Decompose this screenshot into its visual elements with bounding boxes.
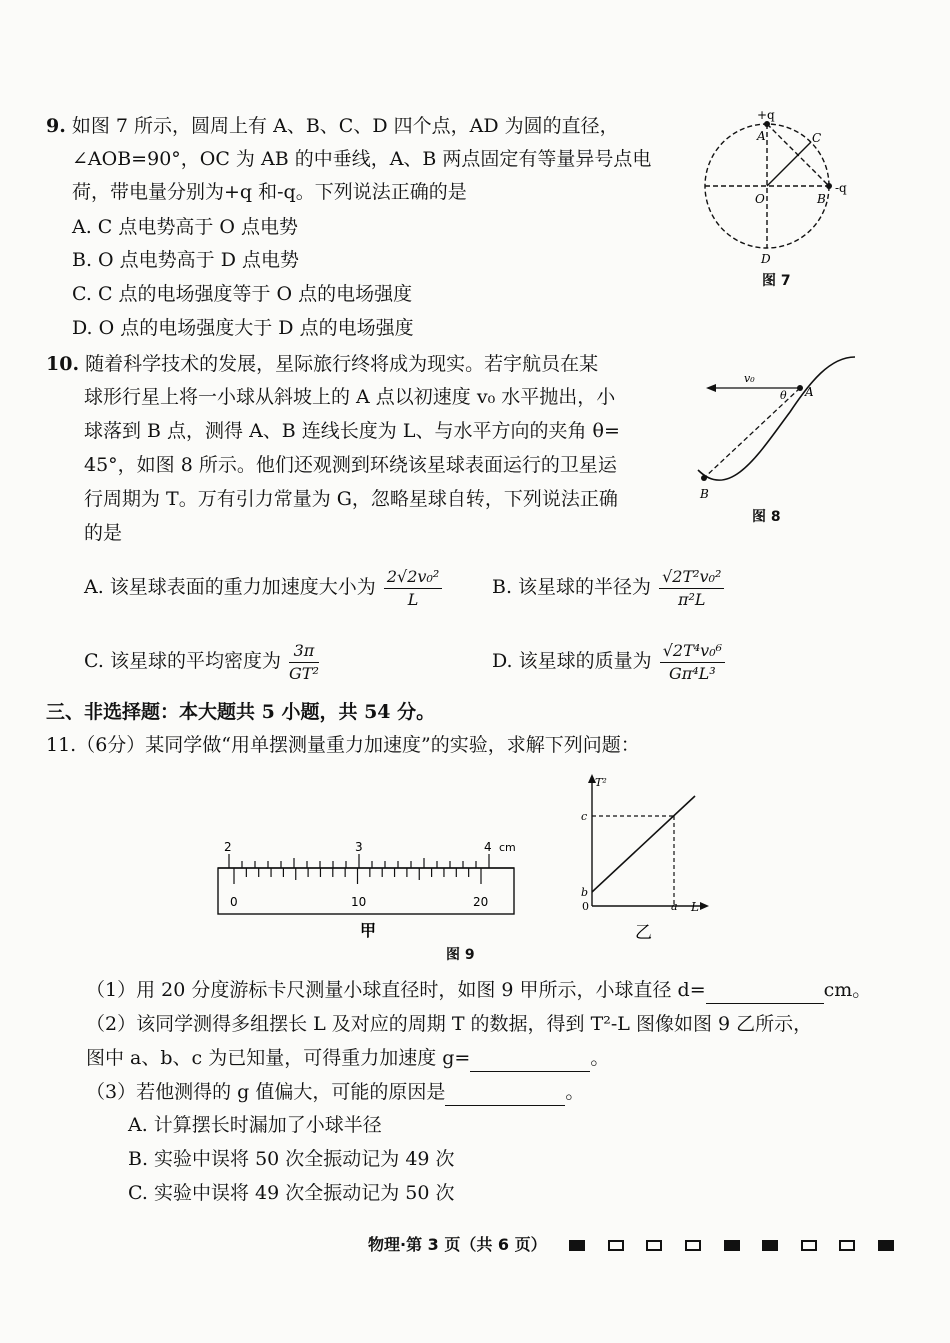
- figure-7-circle-diagram: [695, 108, 855, 283]
- option-c-fraction: $\frac{3\pi}{\text{GT²}}$: [289, 640, 319, 683]
- charge-b-dot: [826, 183, 832, 189]
- label-a: A: [757, 129, 766, 143]
- label-o: O: [755, 192, 765, 206]
- q9-option-d: D. O 点的电场强度大于 D 点的电场强度: [72, 317, 414, 339]
- label-c: C: [812, 131, 822, 145]
- q9-number: 9.: [46, 115, 66, 137]
- q10-line1: 10. 随着科学技术的发展，星际旅行终将成为现实。若宇航员在某: [46, 353, 599, 375]
- q10-option-d: D. 该星球的质量为 $\frac{\text{√2T⁴v₀⁶}}{\text{Gπ⁴L³}}$: [492, 636, 727, 686]
- label-d: D: [761, 252, 771, 266]
- label-b: B: [817, 192, 826, 206]
- q11-option-a: A. 计算摆长时漏加了小球半径: [128, 1114, 382, 1136]
- q11-part1: （1）用 20 分度游标卡尺测量小球直径时，如图 9 甲所示，小球直径 d= cm。: [86, 976, 871, 1004]
- footer-mark: [724, 1240, 740, 1251]
- fit-line: [592, 796, 695, 892]
- q10-line4: 45°，如图 8 所示。他们还观测到环绕该星球表面运行的卫星运: [84, 454, 617, 476]
- label-v0: v₀: [744, 372, 755, 385]
- label-plus-q: +q: [757, 108, 775, 122]
- q9-option-b: B. O 点电势高于 D 点电势: [72, 249, 299, 271]
- figure-8-caption: 图 8: [752, 509, 781, 525]
- main-label-3: 3: [355, 840, 363, 854]
- answer-blank-d[interactable]: [706, 981, 824, 1004]
- q9-line3: 荷，带电量分别为+q 和-q。下列说法正确的是: [72, 181, 467, 203]
- main-label-2: 2: [224, 840, 232, 854]
- figure-jia-label: 甲: [360, 921, 377, 940]
- vernier-label-0: 0: [230, 895, 238, 909]
- q10-line3: 球落到 B 点，测得 A、B 连线长度为 L、与水平方向的夹角 θ=: [84, 420, 620, 442]
- label-theta: θ: [780, 389, 787, 402]
- vernier-label-20: 20: [473, 895, 489, 909]
- unit-cm: cm: [499, 841, 516, 854]
- segment-oc: [767, 142, 811, 186]
- figure-7-caption: 图 7: [762, 273, 791, 289]
- figure-yi-label: 乙: [635, 923, 652, 942]
- figure-9-vernier-caliper: [210, 835, 530, 950]
- label-b: b: [581, 886, 589, 899]
- option-d-fraction: $\frac{\text{√2T⁴v₀⁶}}{\text{Gπ⁴L³}}$: [660, 640, 725, 685]
- section-3-header: 三、非选择题：本大题共 5 小题，共 54 分。: [46, 701, 436, 723]
- footer-text: 物理·第 3 页（共 6 页）: [368, 1235, 547, 1254]
- q9-option-c: C. C 点的电场强度等于 O 点的电场强度: [72, 283, 413, 305]
- main-label-4: 4: [484, 840, 492, 854]
- footer-mark: [646, 1240, 662, 1251]
- q9-option-a: A. C 点电势高于 O 点电势: [72, 216, 299, 238]
- q11-part3: （3）若他测得的 g 值偏大，可能的原因是 。: [86, 1078, 584, 1106]
- figure-9-t2-l-graph: [575, 772, 715, 942]
- footer-mark: [762, 1240, 778, 1251]
- q11-part2-line2: 图中 a、b、c 为已知量，可得重力加速度 g= 。: [86, 1044, 609, 1072]
- vernier-label-10: 10: [351, 895, 367, 909]
- point-a: [797, 385, 803, 391]
- point-b: [701, 475, 707, 481]
- q10-option-c: C. 该星球的平均密度为 $\frac{3\pi}{\text{GT²}}$: [84, 640, 319, 683]
- q10-line5: 行周期为 T。万有引力常量为 G，忽略星球自转，下列说法正确: [84, 488, 618, 510]
- vernier-scale-ticks: [234, 868, 481, 884]
- origin-label: 0: [582, 900, 589, 913]
- figure-8-slope-diagram: [690, 352, 860, 502]
- q10-option-a: A. 该星球表面的重力加速度大小为 $\frac{\text{2√2v₀²}}{L}$: [84, 562, 444, 612]
- answer-blank-g[interactable]: [470, 1049, 590, 1072]
- q9-line2: ∠AOB=90°，OC 为 AB 的中垂线，A、B 两点固定有等量异号点电: [72, 148, 652, 170]
- q11-option-c: C. 实验中误将 49 次全振动记为 50 次: [128, 1182, 455, 1204]
- figure-9-caption: 图 9: [446, 947, 475, 963]
- q10-number: 10.: [46, 353, 80, 375]
- footer-mark: [685, 1240, 701, 1251]
- q10-option-b: B. 该星球的半径为 $\frac{\text{√2T²v₀²}}{\text{π²L}}$: [492, 562, 726, 612]
- q11-option-b: B. 实验中误将 50 次全振动记为 49 次: [128, 1148, 455, 1170]
- q11-intro: 11.（6分）某同学做“用单摆测量重力加速度”的实验，求解下列问题：: [46, 734, 640, 756]
- option-a-fraction: $\frac{\text{2√2v₀²}}{L}$: [384, 566, 442, 611]
- footer-mark: [839, 1240, 855, 1251]
- label-b: B: [700, 487, 709, 501]
- answer-blank-reason[interactable]: [445, 1083, 565, 1106]
- arrow-head: [706, 384, 716, 392]
- q9-line1: 9. 如图 7 所示，圆周上有 A、B、C、D 四个点，AD 为圆的直径，: [46, 115, 619, 137]
- footer-mark: [801, 1240, 817, 1251]
- q10-line6: 的是: [84, 522, 123, 544]
- q10-line2: 球形行星上将一小球从斜坡上的 A 点以初速度 v₀ 水平抛出，小: [84, 386, 616, 408]
- footer-mark: [608, 1240, 624, 1251]
- label-a: A: [805, 385, 814, 399]
- y-axis-label: T²: [595, 776, 607, 789]
- footer-mark: [878, 1240, 894, 1251]
- label-minus-q: -q: [835, 181, 847, 195]
- label-a: a: [671, 900, 678, 913]
- page-footer: [368, 1232, 894, 1255]
- footer-mark: [569, 1240, 585, 1251]
- option-b-fraction: $\frac{\text{√2T²v₀²}}{\text{π²L}}$: [659, 566, 724, 611]
- label-c: c: [581, 810, 588, 823]
- q11-part2-line1: （2）该同学测得多组摆长 L 及对应的周期 T 的数据，得到 T²-L 图像如图 9 乙所示，: [86, 1013, 813, 1035]
- x-axis-label: L: [691, 900, 699, 914]
- main-scale-ticks: [229, 854, 489, 868]
